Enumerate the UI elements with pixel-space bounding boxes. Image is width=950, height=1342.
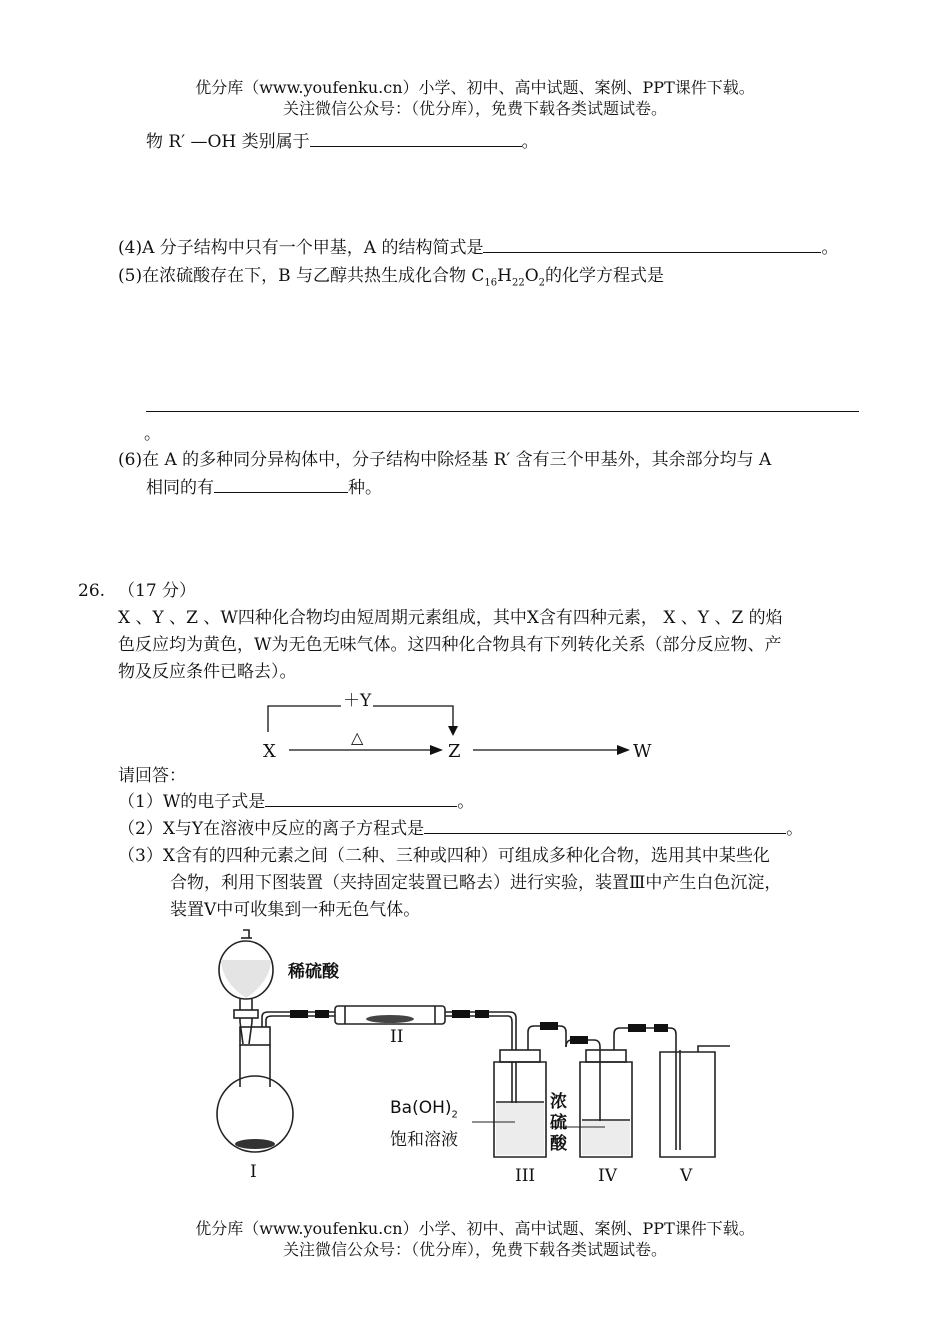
char: 硫 — [550, 1113, 567, 1133]
apparatus-label-v: V — [680, 1166, 693, 1186]
punct: 。 — [521, 132, 539, 152]
q26-part-3-line-3: 装置Ⅴ中可收集到一种无色气体。 — [170, 900, 421, 920]
answer-blank[interactable] — [214, 476, 348, 493]
compound-x: X — [263, 741, 276, 762]
saturated-solution-label: 饱和溶液 — [390, 1130, 458, 1150]
apparatus-label-iv: IV — [598, 1166, 617, 1186]
q26-part2-text: （2）X与Y在溶液中反应的离子方程式是 — [118, 819, 425, 839]
q26-part-1 — [118, 790, 474, 814]
footer-line-2: 关注微信公众号：（优分库），免费下载各类试题试卷。 — [282, 1240, 667, 1259]
plus-y-label: ＋Y — [341, 686, 373, 711]
q26-stem-line-1: X 、Y 、Z 、W四种化合物均由短周期元素组成，其中X含有四种元素， X 、Y 、Z 的焰 — [118, 608, 783, 628]
compound-w: W — [633, 741, 652, 762]
formula-part: H — [497, 266, 512, 286]
q26-score: （17 分） — [118, 581, 197, 601]
answer-blank[interactable] — [265, 790, 457, 807]
subscript: 22 — [511, 277, 525, 289]
concentrated-sulfuric-acid-label — [550, 1092, 567, 1155]
punct: 。 — [786, 819, 804, 839]
subscript: 2 — [538, 277, 545, 289]
q25-part5-text: (5)在浓硫酸存在下，B 与乙醇共热生成化合物 C — [118, 266, 485, 286]
char: 酸 — [550, 1134, 567, 1154]
reaction-scheme — [255, 684, 665, 768]
ask-label: 请回答： — [118, 766, 186, 786]
apparatus-label-i: I — [250, 1162, 257, 1182]
heat-symbol: △ — [351, 728, 364, 747]
q25-part-4 — [118, 236, 838, 260]
q25-part-6-line-1: (6)在 A 的多种同分异构体中，分子结构中除烃基 R′ 含有三个甲基外，其余部分均与 A — [118, 450, 772, 470]
q26-part-3-line-1: （3）X含有的四种元素之间（二种、三种或四种）可组成多种化合物，选用其中某些化 — [118, 846, 770, 866]
q25-part6-text-end: 种。 — [348, 478, 382, 498]
apparatus-figure — [210, 922, 750, 1187]
q26-stem-line-3: 物及反应条件已略去）。 — [118, 662, 297, 682]
q26-stem-line-2: 色反应均为黄色，W为无色无味气体。这四种化合物具有下列转化关系（部分反应物、产 — [118, 635, 782, 655]
dilute-sulfuric-acid-label: 稀硫酸 — [288, 962, 339, 982]
q25-part-6-line-2 — [146, 476, 382, 500]
q26-number: 26. — [78, 581, 106, 601]
apparatus-label-iii: III — [515, 1166, 536, 1186]
footer-line-1: 优分库（www.youfenku.cn）小学、初中、高中试题、案例、PPT课件下载。 — [195, 1219, 755, 1238]
subscript: 16 — [484, 277, 498, 289]
subscript: 2 — [451, 1109, 458, 1121]
q25-part-5 — [118, 264, 664, 295]
period-mark: 。 — [144, 424, 161, 444]
punct: 。 — [457, 792, 475, 812]
formula-part: O — [524, 266, 539, 286]
q25-part5-text-end: 的化学方程式是 — [545, 266, 664, 286]
q25-continuation — [146, 130, 539, 154]
q26-part-2 — [118, 817, 803, 841]
q26-part-3-line-2: 合物，利用下图装置（夹持固定装置已略去）进行实验，装置Ⅲ中产生白色沉淀， — [170, 873, 782, 893]
punct: 。 — [821, 238, 839, 258]
q25-part6-text: 相同的有 — [146, 478, 214, 498]
apparatus-label-ii: II — [390, 1027, 404, 1047]
q26-part1-text: （1）W的电子式是 — [118, 792, 266, 812]
answer-blank-long[interactable] — [146, 411, 859, 412]
header-line-1: 优分库（www.youfenku.cn）小学、初中、高中试题、案例、PPT课件下载。 — [195, 78, 755, 97]
char: 浓 — [550, 1092, 567, 1112]
header-line-2: 关注微信公众号：（优分库），免费下载各类试题试卷。 — [282, 99, 667, 118]
answer-blank[interactable] — [424, 817, 786, 834]
compound-z: Z — [448, 741, 461, 762]
q25-cont-text: 物 R′ —OH 类别属于 — [146, 132, 310, 152]
q25-part4-text: (4)A 分子结构中只有一个甲基，A 的结构简式是 — [118, 238, 484, 258]
answer-blank[interactable] — [310, 130, 522, 147]
baoh2-label — [390, 1098, 458, 1120]
baoh2-formula: Ba(OH) — [390, 1098, 452, 1118]
answer-blank[interactable] — [483, 236, 821, 253]
